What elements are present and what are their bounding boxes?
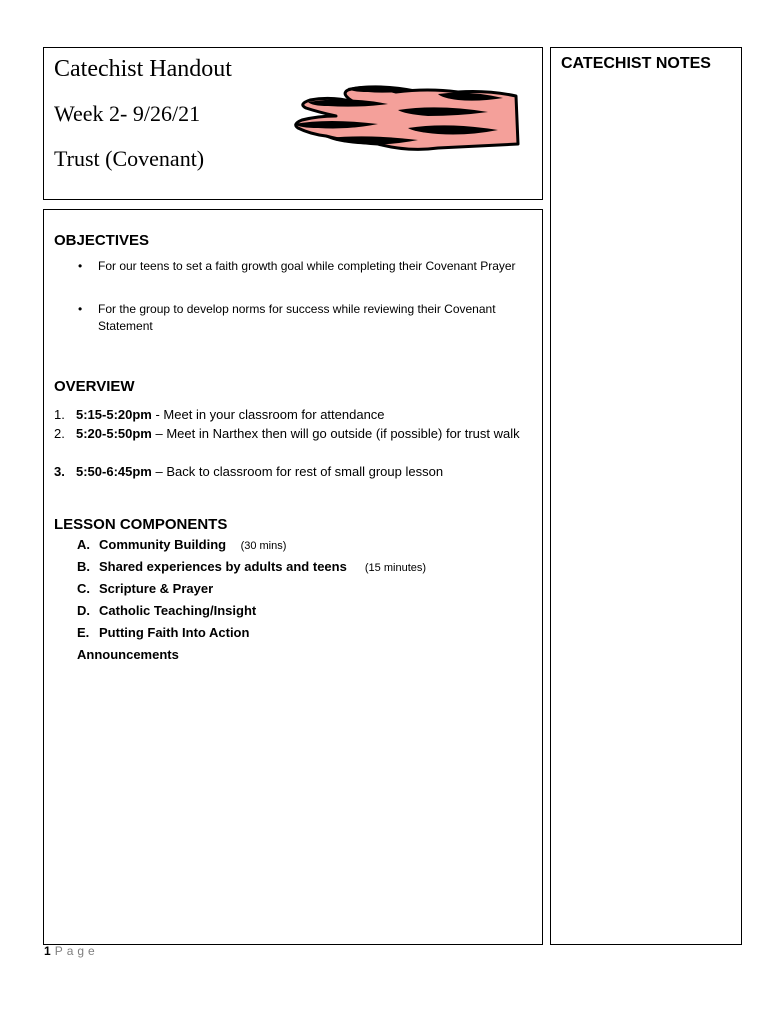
page-number: 1 <box>44 944 51 958</box>
lesson-item <box>77 624 249 642</box>
lesson-item <box>77 558 426 577</box>
lesson-letter: E. <box>77 625 90 640</box>
notes-heading: CATECHIST NOTES <box>561 55 711 72</box>
lesson-components-heading: LESSON COMPONENTS <box>54 516 228 533</box>
overview-text: – Back to classroom for rest of small group lesson <box>151 464 444 479</box>
lesson-letter: B. <box>77 559 90 574</box>
lesson-letter: A. <box>77 537 90 552</box>
objective-text: For the group to develop norms for success while reviewing their Covenant Statement <box>98 302 496 333</box>
overview-number: 1. <box>54 407 65 422</box>
flame-image <box>288 82 520 154</box>
lesson-item <box>77 536 286 555</box>
overview-time: 5:15-5:20pm <box>76 407 152 422</box>
lesson-letter: C. <box>77 581 90 596</box>
lesson-duration: (15 minutes) <box>364 562 427 574</box>
bullet-icon: • <box>78 259 83 273</box>
announcements: Announcements <box>77 647 179 662</box>
lesson-letter: D. <box>77 603 90 618</box>
header-box <box>43 47 543 200</box>
topic-title: Trust (Covenant) <box>54 146 205 171</box>
handout-title: Catechist Handout <box>54 56 232 82</box>
objectives-heading: OBJECTIVES <box>54 232 150 249</box>
lesson-label: Community Building <box>99 537 227 552</box>
objective-item <box>78 301 518 335</box>
overview-heading: OVERVIEW <box>54 378 135 395</box>
overview-item <box>54 462 526 481</box>
overview-time: 5:50-6:45pm <box>76 464 152 479</box>
week-date: Week 2- 9/26/21 <box>54 101 201 126</box>
lesson-item <box>77 602 256 620</box>
catechist-notes-box <box>550 47 742 945</box>
objective-text: For our teens to set a faith growth goal while completing their Covenant Prayer <box>98 259 516 273</box>
content-box <box>43 209 543 945</box>
overview-item <box>54 405 526 424</box>
objective-item <box>78 258 518 275</box>
page-label: Page <box>54 944 99 958</box>
lesson-label: Catholic Teaching/Insight <box>99 603 257 618</box>
overview-number: 2. <box>54 426 65 441</box>
overview-text: - Meet in your classroom for attendance <box>151 407 385 422</box>
overview-number: 3. <box>54 464 65 479</box>
overview-text: – Meet in Narthex then will go outside (if possible) for trust walk <box>151 426 520 441</box>
lesson-label: Scripture & Prayer <box>99 581 214 596</box>
page-footer <box>44 944 99 958</box>
overview-time: 5:20-5:50pm <box>76 426 152 441</box>
overview-item <box>54 424 526 443</box>
lesson-label: Shared experiences by adults and teens <box>99 559 347 574</box>
bullet-icon: • <box>78 302 83 316</box>
lesson-item <box>77 580 213 598</box>
lesson-duration: (30 mins) <box>240 540 287 552</box>
lesson-label: Putting Faith Into Action <box>99 625 250 640</box>
